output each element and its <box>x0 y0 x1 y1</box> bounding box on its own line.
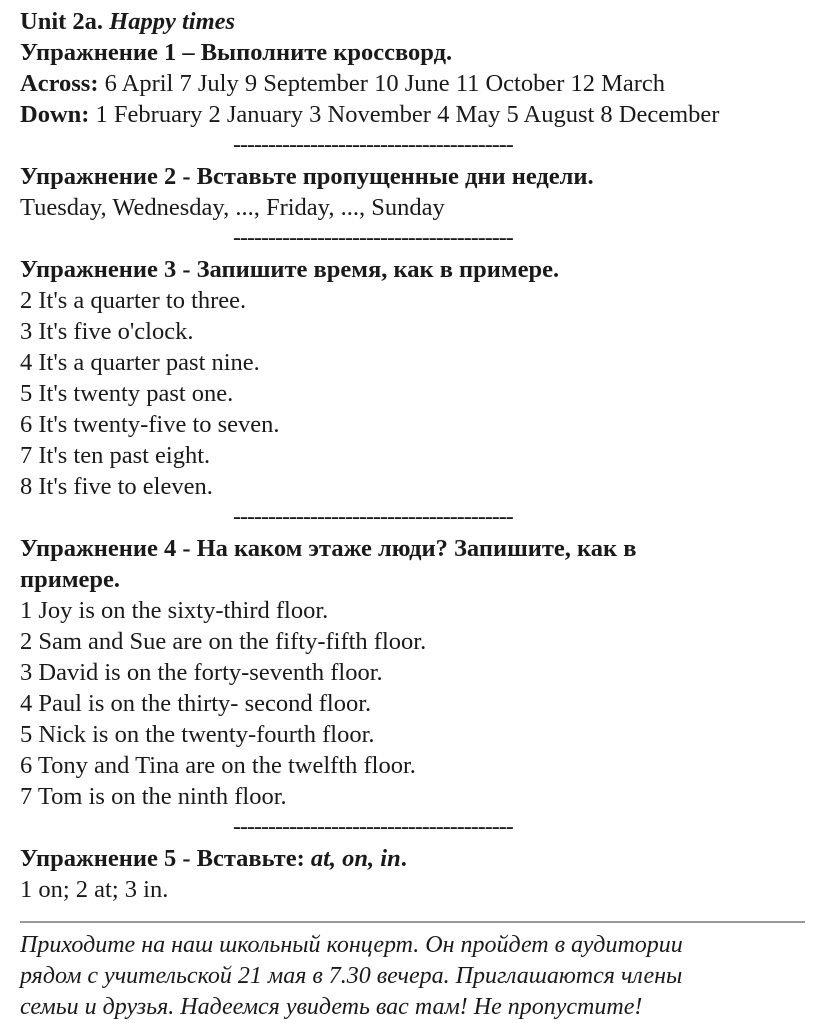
exercise4-title: Упражнение 4 - На каком этаже люди? Запишите, как в примере. <box>20 535 637 593</box>
footer-line: семьи и друзья. Надеемся увидеть вас там! Не пропустите! <box>20 994 643 1020</box>
list-item: 4 Paul is on the thirty- second floor. <box>20 690 372 717</box>
list-item: 6 Tony and Tina are on the twelfth floor. <box>20 752 416 779</box>
separator: ---------------------------------------- <box>233 132 513 158</box>
unit-heading <box>20 6 820 37</box>
down-answers: 1 February 2 January 3 November 4 May 5 August 8 December <box>95 101 720 128</box>
unit-label: Unit 2a. <box>20 8 104 35</box>
footer-line: Приходите на наш школьный концерт. Он пройдет в аудитории <box>20 932 683 958</box>
across-answers: 6 April 7 July 9 September 10 June 11 October 12 March <box>104 70 666 97</box>
list-item: 3 David is on the forty-seventh floor. <box>20 659 383 686</box>
exercise5-title-suffix: . <box>400 845 407 872</box>
exercise1-title: Упражнение 1 – Выполните кроссворд. <box>20 39 453 66</box>
exercise2-title: Упражнение 2 - Вставьте пропущенные дни недели. <box>20 163 594 190</box>
exercise2-answer: Tuesday, Wednesday, ..., Friday, ..., Sunday <box>20 194 445 221</box>
list-item: 3 It's five o'clock. <box>20 318 194 345</box>
across-label: Across: <box>20 70 99 97</box>
list-item: 4 It's a quarter past nine. <box>20 349 260 376</box>
list-item: 6 It's twenty-five to seven. <box>20 411 280 438</box>
footer-divider <box>20 921 805 923</box>
separator: ---------------------------------------- <box>233 225 513 251</box>
list-item: 2 It's a quarter to three. <box>20 287 247 314</box>
unit-title: Happy times <box>109 8 236 35</box>
exercise5-title <box>20 843 820 874</box>
list-item: 1 Joy is on the sixty-third floor. <box>20 597 329 624</box>
list-item: 2 Sam and Sue are on the fifty-fifth floor. <box>20 628 427 655</box>
list-item: 7 It's ten past eight. <box>20 442 211 469</box>
down-label: Down: <box>20 101 90 128</box>
exercise5-title-words: at, on, in <box>310 845 401 872</box>
document-body <box>20 6 820 905</box>
footer-note <box>20 930 810 1023</box>
list-item: 5 Nick is on the twenty-fourth floor. <box>20 721 375 748</box>
exercise5-answer: 1 on; 2 at; 3 in. <box>20 876 169 903</box>
list-item: 5 It's twenty past one. <box>20 380 234 407</box>
exercise1-down <box>20 99 820 130</box>
footer-line: рядом с учительской 21 мая в 7.30 вечера. Приглашаются члены <box>20 963 683 989</box>
exercise1-across <box>20 68 820 99</box>
list-item: 7 Tom is on the ninth floor. <box>20 783 287 810</box>
separator: ---------------------------------------- <box>233 814 513 840</box>
exercise3-title: Упражнение 3 - Запишите время, как в примере. <box>20 256 560 283</box>
list-item: 8 It's five to eleven. <box>20 473 213 500</box>
separator: ---------------------------------------- <box>233 504 513 530</box>
exercise5-title-prefix: Упражнение 5 - Вставьте: <box>20 845 305 872</box>
